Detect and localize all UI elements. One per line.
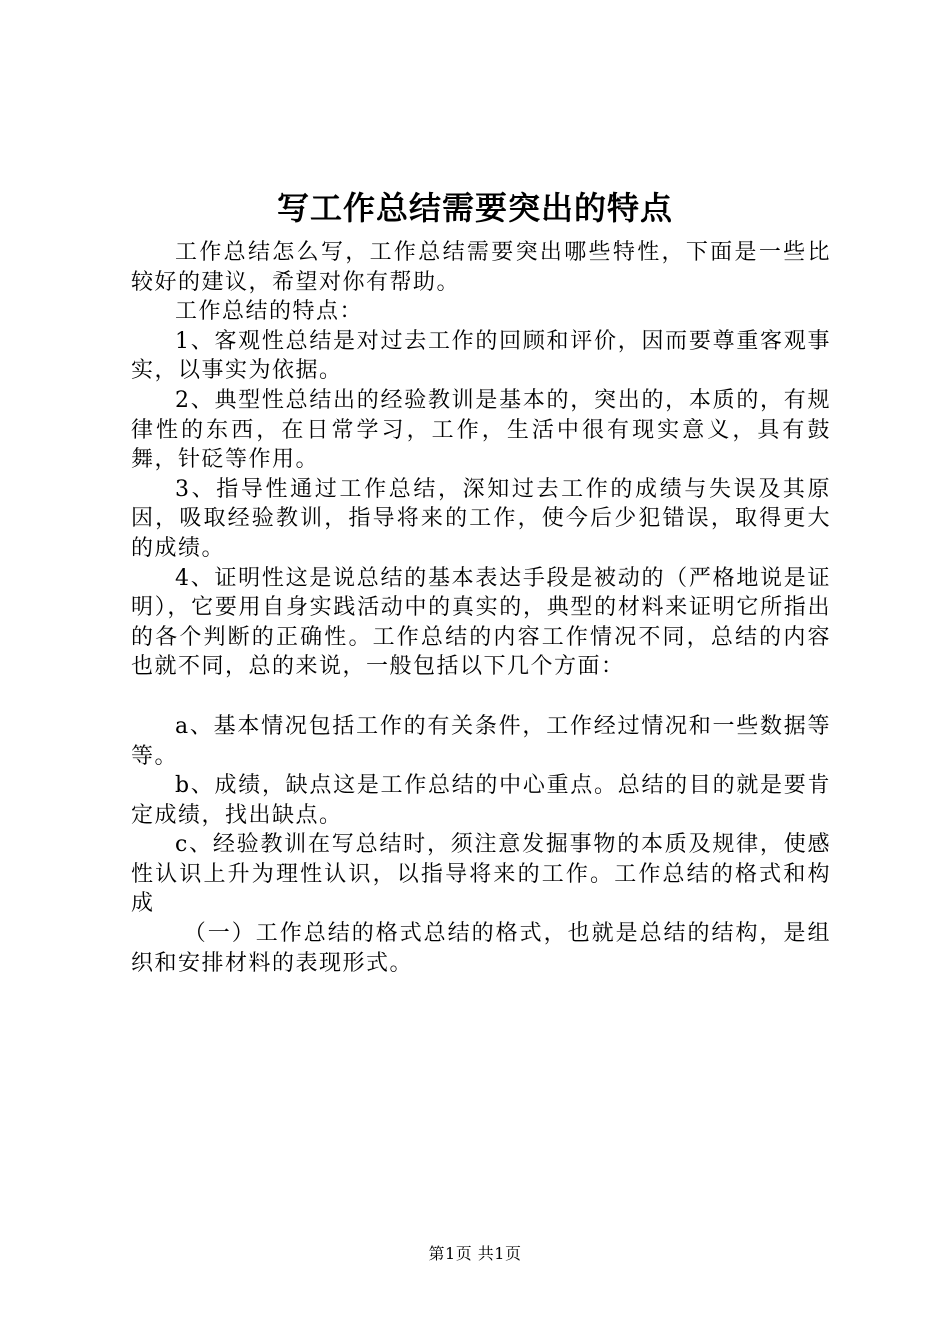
paragraph-basic-situation: a、基本情况包括工作的有关条件，工作经过情况和一些数据等等。	[131, 713, 831, 769]
page-footer: 第1页 共1页	[428, 1244, 522, 1263]
paragraph-lessons: c、经验教训在写总结时，须注意发掘事物的本质及规律，使感性认识上升为理性认识，以指导将来的工作。工作总结的格式和构成	[131, 832, 831, 917]
paragraph-objectivity: 1、客观性总结是对过去工作的回顾和评价，因而要尊重客观事实，以事实为依据。	[131, 328, 831, 384]
paragraph-intro: 工作总结怎么写，工作总结需要突出哪些特性，下面是一些比较好的建议，希望对你有帮助。	[131, 240, 831, 295]
document-title: 写工作总结需要突出的特点	[276, 189, 673, 227]
document-body	[131, 238, 831, 978]
paragraph-features-heading: 工作总结的特点：	[175, 299, 364, 325]
paragraph-format: （一）工作总结的格式总结的格式，也就是总结的结构，是组织和安排材料的表现形式。	[131, 921, 831, 976]
paragraph-achievements: b、成绩，缺点这是工作总结的中心重点。总结的目的就是要肯定成绩，找出缺点。	[131, 773, 831, 828]
paragraph-proof: 4、证明性这是说总结的基本表达手段是被动的（严格地说是证明），它要用自身实践活动中的真实的，典型的材料来证明它所指出的各个判断的正确性。工作总结的内容工作情况不同，总结的内容也就不同，总的来说，一般包括以下几个方面：	[131, 565, 831, 680]
paragraph-typicality: 2、典型性总结出的经验教训是基本的，突出的，本质的，有规律性的东西，在日常学习，工作，生活中很有现实意义，具有鼓舞，针砭等作用。	[131, 387, 831, 473]
paragraph-guidance: 3、指导性通过工作总结，深知过去工作的成绩与失误及其原因，吸取经验教训，指导将来的工作，使今后少犯错误，取得更大的成绩。	[131, 476, 831, 561]
